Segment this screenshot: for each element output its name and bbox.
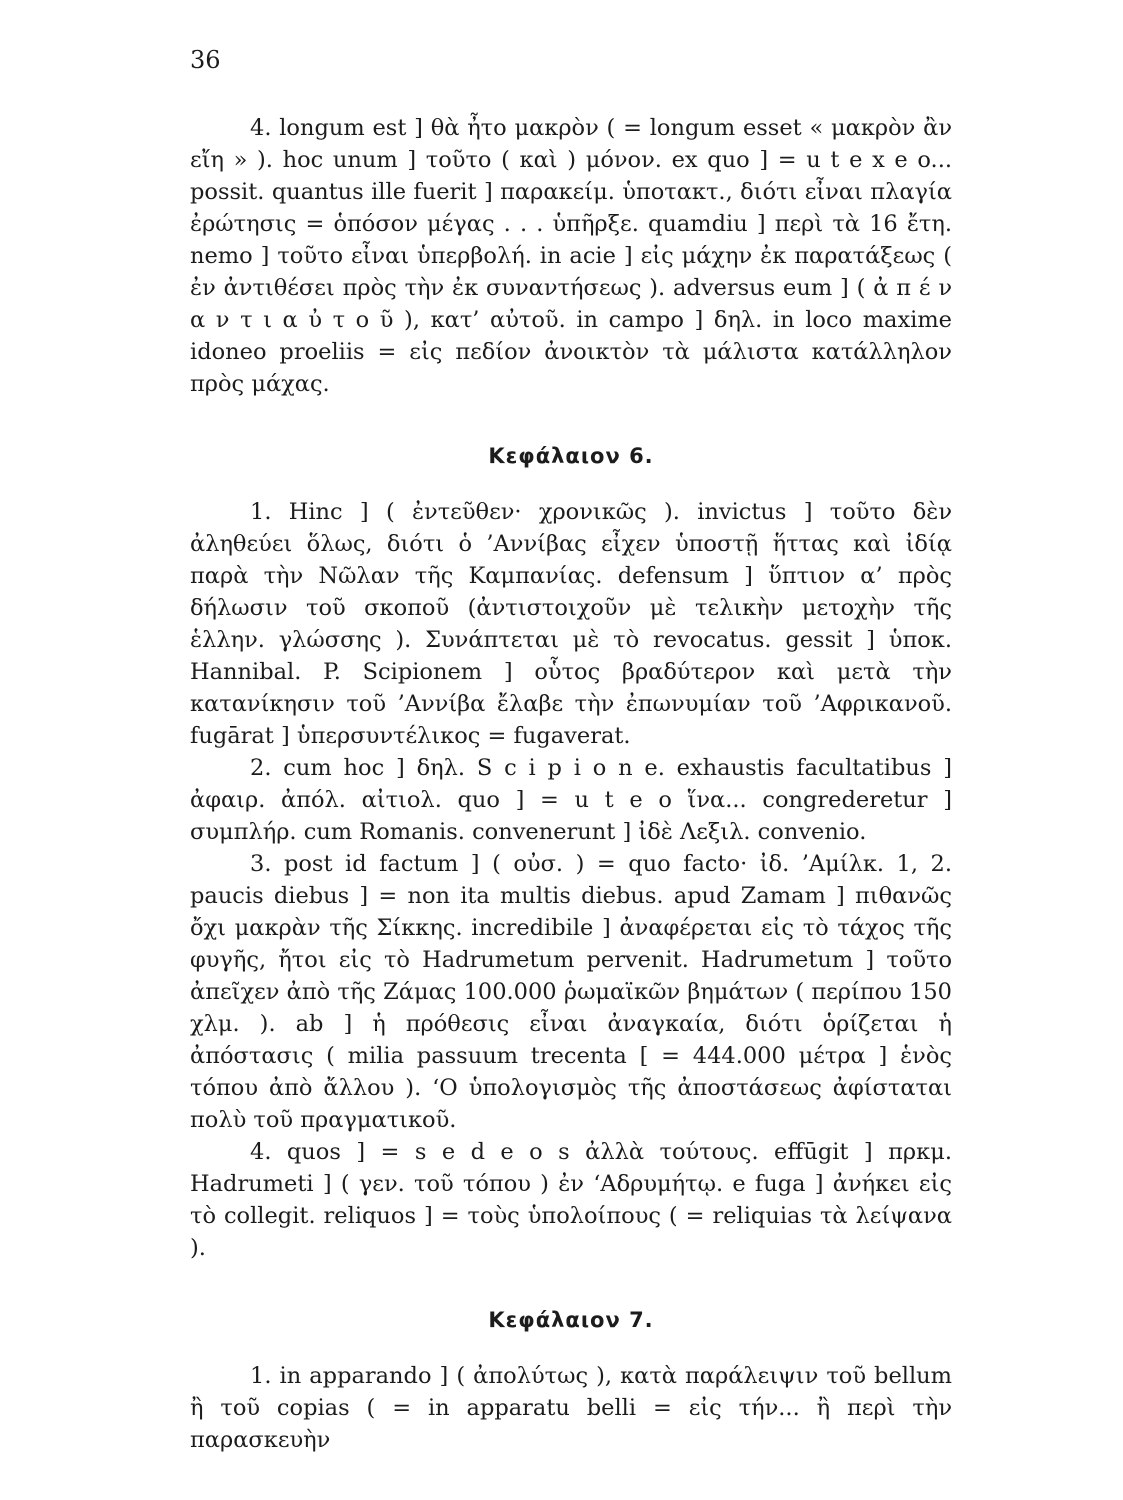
ch6-paragraph-3: 3. post id factum ] ( οὐσ. ) = quo facto· ἰδ. ’Αμίλκ. 1, 2. paucis diebus ] = non ita multis diebus. apud Zamam ] πιθανῶς ὄχι μακρὰν τῆς Σίκκης. incredibile ] ἀναφέρεται εἰς τὸ τάχος τῆς φυγῆς, ἤτοι εἰς τὸ Hadrumetum pervenit. Hadrumetum ] τοῦτο ἀπεῖχεν ἀπὸ τῆς Ζάμας 100.000 ῥωμαϊκῶν βημάτων ( περίπου 150 χλμ. ). ab ] ἡ πρόθεσις εἶναι ἀναγκαία, διότι ὁρίζεται ἡ ἀπόστασις ( milia passuum trecenta [ = 444.000 μέτρα ] ἑνὸς τόπου ἀπὸ ἄλλου ). ‘Ο ὑπολογισμὸς τῆς ἀποστάσεως ἀφίσταται πολὺ τοῦ πραγματικοῦ. (190, 851, 952, 1133)
commentary-body (190, 112, 952, 1456)
paragraph-4: 4. longum est ] θὰ ἦτο μακρὸν ( = longum esset « μακρὸν ἂν εἴη » ). hoc unum ] τοῦτο ( καὶ ) μόνον. ex quo ] = u t e x e o... possit. quantus ille fuerit ] παρακείμ. ὑποτακτ., διότι εἶναι πλαγία ἐρώτησις = ὁπόσον μέγας . . . ὑπῆρξε. quamdiu ] περὶ τὰ 16 ἔτη. nemo ] τοῦτο εἶναι ὑπερβολή. in acie ] εἰς μάχην ἐκ παρατάξεως ( ἐν ἀντιθέσει πρὸς τὴν ἐκ συναντήσεως ). adversus eum ] ( ἀ π έ ν α ν τ ι α ὐ τ ο ῦ ), κατ’ αὐτοῦ. in campo ] δηλ. in loco maxime idoneo proeliis = εἰς πεδίον ἀνοικτὸν τὰ μάλιστα κατάλληλον πρὸς μάχας. (190, 115, 952, 397)
ch6-paragraph-2: 2. cum hoc ] δηλ. S c i p i o n e. exhaustis facultatibus ] ἀφαιρ. ἀπόλ. αἰτιολ. quo ] = u t e o ἵνα... congrederetur ] συμπλήρ. cum Romanis. convenerunt ] ἰδὲ Λεξιλ. convenio. (190, 755, 952, 845)
ch7-paragraph-1: 1. in apparando ] ( ἀπολύτως ), κατὰ παράλειψιν τοῦ bellum ἢ τοῦ copias ( = in apparatu belli = εἰς τήν... ἢ περὶ τὴν παρασκευὴν (190, 1363, 952, 1453)
chapter-7-heading: Κεφάλαιον 7. (488, 1308, 654, 1332)
ch6-paragraph-1: 1. Hinc ] ( ἐντεῦθεν· χρονικῶς ). invictus ] τοῦτο δὲν ἀληθεύει ὅλως, διότι ὁ ’Αννίβας εἶχεν ὑποστῇ ἥττας καὶ ἰδίᾳ παρὰ τὴν Νῶλαν τῆς Καμπανίας. defensum ] ὕπτιον α’ πρὸς δήλωσιν τοῦ σκοποῦ (ἀντιστοιχοῦν μὲ τελικὴν μετοχὴν τῆς ἑλλην. γλώσσης ). Συνάπτεται μὲ τὸ revocatus. gessit ] ὑποκ. Hannibal. P. Scipionem ] οὗτος βραδύτερον καὶ μετὰ τὴν κατανίκησιν τοῦ ’Αννίβα ἔλαβε τὴν ἐπωνυμίαν τοῦ ’Αφρικανοῦ. fugārat ] ὑπερσυντέλικος = fugaverat. (190, 499, 952, 749)
chapter-6-heading: Κεφάλαιον 6. (488, 444, 654, 468)
ch6-paragraph-4: 4. quos ] = s e d e o s ἀλλὰ τούτους. effūgit ] πρκμ. Hadrumeti ] ( γεν. τοῦ τόπου ) ἐν ‘Αδρυμήτῳ. e fuga ] ἀνήκει εἰς τὸ collegit. reliquos ] = τοὺς ὑπολοίπους ( = reliquias τὰ λείψανα ). (190, 1139, 952, 1261)
page-number: 36 (190, 46, 221, 74)
